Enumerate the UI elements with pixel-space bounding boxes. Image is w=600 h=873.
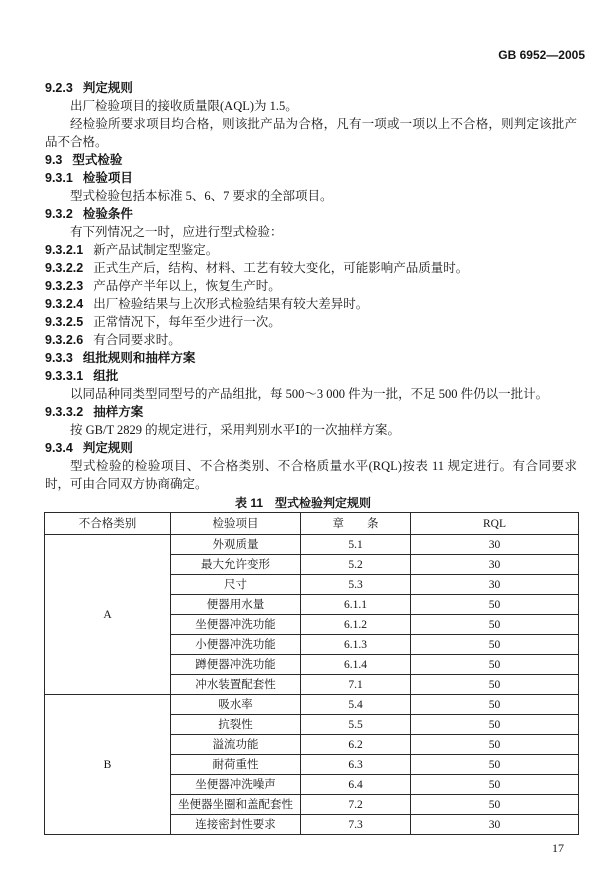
inspection-item: 吸水率 [171,695,301,715]
clause-number: 9.3.3 [45,351,73,365]
clause-number: 9.3.2 [45,207,73,221]
condition-item [45,313,577,331]
rql-value: 50 [411,615,579,635]
clause-ref: 5.3 [301,575,411,595]
clause-ref: 6.4 [301,775,411,795]
rql-value: 50 [411,695,579,715]
clause-number: 9.3.2.2 [45,261,84,275]
rql-value: 30 [411,575,579,595]
inspection-item: 最大允许变形 [171,555,301,575]
clause-ref: 5.5 [301,715,411,735]
clause-ref: 5.2 [301,555,411,575]
paragraph-batching: 以同品种同类型同型号的产品组批，每 500～3 000 件为一批，不足 500 件仍以一批计。 [70,387,549,401]
clause-9-3-3-1-heading [45,367,577,385]
paragraph-batch-judgement: 经检验所要求项目均合格，则该批产品为合格，凡有一项或一项以上不合格，则判定该批产品不合格。 [45,117,577,149]
clause-number: 9.3 [45,153,63,167]
condition-item [45,331,577,349]
condition-item [45,295,577,313]
clause-number: 9.3.2.6 [45,333,84,347]
condition-text: 正常情况下，每年至少进行一次。 [93,315,281,329]
condition-text: 产品停产半年以上，恢复生产时。 [93,279,281,293]
clause-number: 9.3.4 [45,441,73,455]
inspection-item: 坐便器冲洗噪声 [171,775,301,795]
inspection-item: 尺寸 [171,575,301,595]
document-body [45,79,577,493]
rql-value: 50 [411,635,579,655]
paragraph-type-judgement: 型式检验的检验项目、不合格类别、不合格质量水平(RQL)按表 11 规定进行。有合同要求时，可由合同双方协商确定。 [45,459,577,491]
clause-ref: 6.1.2 [301,615,411,635]
condition-item [45,241,577,259]
paragraph-inspection-items: 型式检验包括本标准 5、6、7 要求的全部项目。 [70,189,333,203]
table-header-row [45,513,579,535]
table-caption: 表 11 型式检验判定规则 [234,496,372,510]
clause-title: 检验项目 [82,171,133,185]
condition-text: 有合同要求时。 [93,333,181,347]
clause-ref: 6.1.3 [301,635,411,655]
inspection-item: 蹲便器冲洗功能 [171,655,301,675]
clause-9-3-3-heading [45,349,577,367]
category-cell-a: A [45,535,171,695]
clause-number: 9.3.2.1 [45,243,84,257]
type-inspection-table [44,512,579,835]
rql-value: 50 [411,675,579,695]
inspection-item: 耐荷重性 [171,755,301,775]
clause-9-3-2-heading [45,205,577,223]
clause-number: 9.3.1 [45,171,73,185]
rql-value: 30 [411,555,579,575]
inspection-item: 连接密封性要求 [171,815,301,835]
clause-title: 组批 [93,369,119,383]
clause-ref: 6.1.1 [301,595,411,615]
inspection-item: 冲水装置配套性 [171,675,301,695]
clause-9-3-1-heading [45,169,577,187]
rql-value: 50 [411,595,579,615]
clause-title: 判定规则 [82,441,133,455]
clause-ref: 5.1 [301,535,411,555]
clause-ref: 6.3 [301,755,411,775]
clause-title: 检验条件 [82,207,133,221]
condition-text: 正式生产后，结构、材料、工艺有较大变化，可能影响产品质量时。 [93,261,469,275]
inspection-item: 抗裂性 [171,715,301,735]
rql-value: 30 [411,815,579,835]
rql-value: 50 [411,655,579,675]
col-header-item: 检验项目 [171,513,301,535]
clause-number: 9.3.3.2 [45,405,84,419]
rql-value: 50 [411,735,579,755]
paragraph-aql: 出厂检验项目的接收质量限(AQL)为 1.5。 [70,99,298,113]
table-row [45,535,579,555]
condition-item [45,259,577,277]
rql-value: 50 [411,715,579,735]
page-number: 17 [552,841,564,855]
col-header-rql: RQL [411,513,579,535]
condition-text: 出厂检验结果与上次形式检验结果有较大差异时。 [93,297,369,311]
clause-title: 型式检验 [72,153,123,167]
condition-text: 新产品试制定型鉴定。 [93,243,219,257]
clause-ref: 6.1.4 [301,655,411,675]
clause-number: 9.3.2.5 [45,315,84,329]
table-row [45,695,579,715]
condition-item [45,277,577,295]
clause-ref: 6.2 [301,735,411,755]
clause-title: 抽样方案 [93,405,144,419]
clause-9-3-4-heading [45,439,577,457]
clause-9-3-3-2-heading [45,403,577,421]
inspection-item: 坐便器坐圈和盖配套性 [171,795,301,815]
rql-value: 50 [411,775,579,795]
document-code: GB 6952—2005 [498,48,585,62]
clause-ref: 5.4 [301,695,411,715]
category-cell-b: B [45,695,171,835]
clause-number: 9.3.3.1 [45,369,84,383]
inspection-item: 坐便器冲洗功能 [171,615,301,635]
clause-9-2-3-heading [45,79,577,97]
clause-number: 9.3.2.3 [45,279,84,293]
inspection-item: 便器用水量 [171,595,301,615]
inspection-item: 小便器冲洗功能 [171,635,301,655]
clause-title: 组批规则和抽样方案 [82,351,196,365]
clause-9-3-heading [45,151,577,169]
inspection-item: 外观质量 [171,535,301,555]
clause-title: 判定规则 [82,81,133,95]
rql-value: 30 [411,535,579,555]
col-header-clause: 章 条 [301,513,411,535]
paragraph-conditions-intro: 有下列情况之一时，应进行型式检验： [70,225,283,239]
clause-ref: 7.2 [301,795,411,815]
clause-number: 9.3.2.4 [45,297,84,311]
inspection-item: 溢流功能 [171,735,301,755]
col-header-category: 不合格类别 [45,513,171,535]
rql-value: 50 [411,795,579,815]
paragraph-sampling: 按 GB/T 2829 的规定进行，采用判别水平Ⅰ的一次抽样方案。 [70,423,401,437]
clause-number: 9.2.3 [45,81,73,95]
clause-ref: 7.3 [301,815,411,835]
rql-value: 50 [411,755,579,775]
clause-ref: 7.1 [301,675,411,695]
